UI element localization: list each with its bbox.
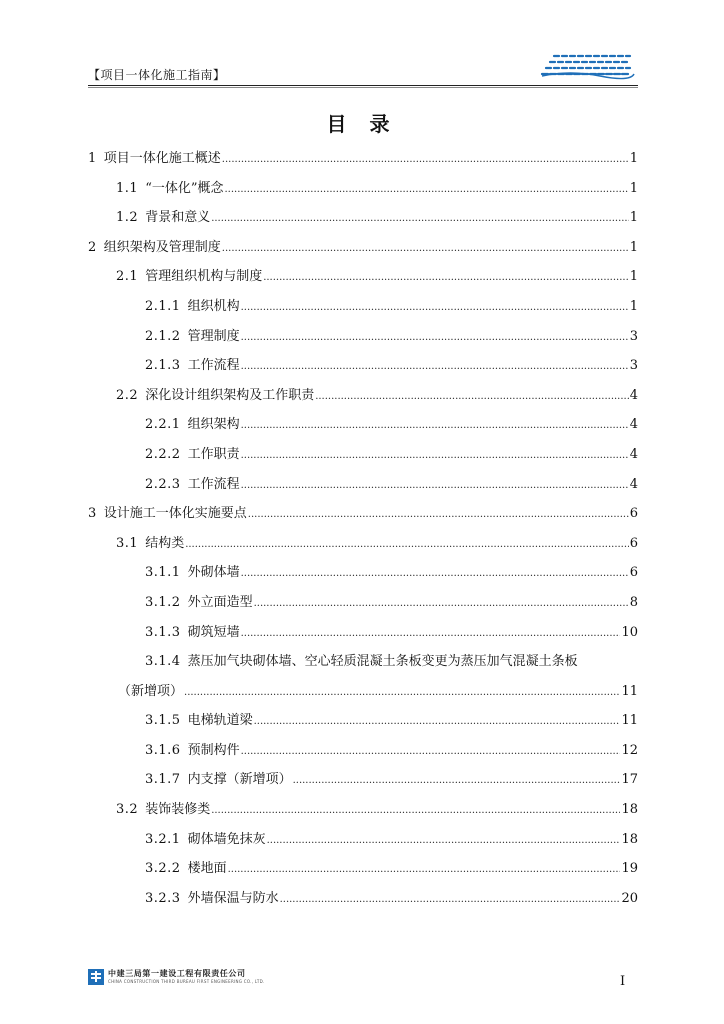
toc-entry[interactable] [88, 470, 638, 500]
toc-entry-page: 4 [629, 446, 638, 462]
toc-entry-leader-dots [280, 885, 621, 915]
toc-entry-title: 项目一体化施工概述 [103, 151, 221, 166]
toc-entry-title: 组织机构 [187, 298, 240, 314]
toc-entry[interactable] [88, 410, 638, 440]
toc-entry-page: 1 [629, 210, 638, 226]
toc-entry-title: 电梯轨道梁 [187, 713, 253, 729]
toc-entry-number: 2.2.1 [145, 417, 181, 433]
toc-entry-number: 3.1.2 [145, 594, 181, 610]
toc-entry-leader-dots [241, 441, 629, 471]
toc-entry[interactable] [88, 499, 638, 529]
toc-entry-leader-dots [241, 293, 629, 323]
toc-entry-title: 预制构件 [187, 742, 240, 758]
toc-entry-number: 1.1 [116, 180, 139, 196]
toc-entry-page: 11 [621, 683, 638, 699]
toc-entry-leader-dots [224, 175, 628, 205]
toc-title: 目 录 [326, 112, 398, 136]
toc-entry-leader-dots [211, 204, 629, 234]
toc-entry[interactable] [88, 322, 638, 352]
toc-entry-number: 3.1.7 [145, 772, 181, 788]
toc-entry-number: 3.1 [116, 535, 139, 551]
toc-entry-page: 1 [629, 180, 638, 196]
toc-entry-number: 1 [88, 151, 97, 166]
toc-entry-number: 2.1 [116, 269, 139, 285]
toc-entry-title: 砌筑短墙 [187, 624, 240, 640]
toc-entry[interactable] [88, 588, 638, 618]
toc-entry[interactable] [88, 529, 638, 559]
toc-entry-leader-dots [241, 471, 629, 501]
toc-entry-number: 2.1.1 [145, 298, 181, 314]
toc-entry-title: 装饰装修类 [145, 802, 211, 818]
header-title: 【项目一体化施工指南】 [88, 68, 226, 82]
header-rule [88, 85, 638, 86]
toc-entry[interactable] [88, 884, 638, 914]
toc-entry-title: “一体化”概念 [145, 180, 224, 196]
toc-entry-page: 8 [629, 594, 638, 610]
toc-entry-number: 3 [88, 506, 97, 522]
toc-entry-number: 3.1.4 [145, 654, 181, 670]
toc-entry[interactable] [88, 618, 638, 648]
toc-entry-title: 结构类 [145, 535, 185, 551]
toc-entry[interactable] [88, 854, 638, 884]
header-rule-secondary [88, 87, 638, 88]
toc-entry[interactable] [88, 203, 638, 233]
toc-entry[interactable] [88, 233, 638, 263]
toc-entry[interactable] [88, 381, 638, 411]
toc-entry-title: 楼地面 [187, 861, 227, 877]
toc-entry-leader-dots [241, 352, 629, 382]
toc-entry-title: 工作职责 [187, 446, 240, 462]
cscec-logo-icon [88, 969, 104, 985]
toc-entry[interactable] [88, 558, 638, 588]
footer-company-name: 中建三局第一建设工程有限责任公司 [108, 969, 246, 978]
toc-entry-number: 3.1.1 [145, 565, 181, 581]
company-wave-logo-icon [540, 52, 636, 80]
toc-entry-leader-dots [315, 382, 629, 412]
toc-entry-number: 2.1.3 [145, 358, 181, 374]
toc-entry[interactable] [88, 677, 638, 707]
toc-entry-page: 1 [629, 298, 638, 314]
toc-entry-page: 3 [629, 358, 638, 374]
toc-entry-title: 组织架构及管理制度 [103, 239, 221, 255]
toc-entry-number: 2 [88, 239, 97, 255]
toc-entry-leader-dots [241, 323, 629, 353]
toc-entry-title: 外立面造型 [187, 594, 253, 610]
toc-entry[interactable] [88, 765, 638, 795]
footer-company-name-en: CHINA CONSTRUCTION THIRD BUREAU FIRST ENGINEERING CO., LTD. [108, 979, 265, 984]
toc-entry-page: 10 [621, 624, 638, 640]
toc-entry[interactable] [88, 144, 638, 174]
toc-entry[interactable] [88, 795, 638, 825]
toc-entry-page: 1 [629, 151, 638, 166]
toc-entry[interactable] [88, 292, 638, 322]
toc-entry[interactable] [88, 706, 638, 736]
toc-entry-page: 4 [629, 417, 638, 433]
toc-entry-leader-dots [254, 589, 629, 619]
toc-entry-number: 1.2 [116, 210, 139, 226]
toc-entry-title: 砌体墙免抹灰 [187, 831, 266, 847]
toc-entry-number: 2.2 [116, 387, 139, 403]
toc-entry-leader-dots [222, 234, 629, 264]
toc-entry-leader-dots [248, 500, 629, 530]
toc-entry[interactable] [88, 825, 638, 855]
toc-entry-number: 2.1.2 [145, 328, 181, 344]
toc-entry-page: 20 [621, 890, 638, 906]
toc-entry-number: 3.2 [116, 802, 139, 818]
toc-entry-page: 1 [629, 239, 638, 255]
toc-entry-page: 6 [629, 506, 638, 522]
toc-entry[interactable] [88, 440, 638, 470]
toc-entry-title: 组织架构 [187, 417, 240, 433]
toc-entry-number: 3.1.3 [145, 624, 181, 640]
toc-entry-page: 11 [621, 713, 638, 729]
toc-entry-title: 内支撑（新增项） [187, 772, 292, 788]
toc-entry-number: 3.1.6 [145, 742, 181, 758]
toc-entry-title: 工作流程 [187, 358, 240, 374]
toc-entry-page: 3 [629, 328, 638, 344]
toc-entry-leader-dots [241, 411, 629, 441]
toc-entry-leader-dots [241, 559, 629, 589]
toc-entry[interactable] [88, 262, 638, 292]
toc-entry-title: 蒸压加气块砌体墙、空心轻质混凝土条板变更为蒸压加气混凝土条板 [187, 654, 578, 670]
toc-entry-leader-dots [241, 619, 621, 649]
table-of-contents [88, 144, 638, 913]
toc-entry-page: 19 [621, 861, 638, 877]
toc-entry-title: 深化设计组织架构及工作职责 [145, 387, 315, 403]
toc-entry-page: 1 [629, 269, 638, 285]
toc-entry-page: 18 [621, 831, 638, 847]
toc-entry-title: 背景和意义 [145, 210, 211, 226]
toc-entry-leader-dots [184, 678, 620, 708]
toc-entry-leader-dots [185, 530, 629, 560]
toc-entry-number: 3.2.1 [145, 831, 181, 847]
toc-entry[interactable] [88, 351, 638, 381]
toc-entry-page: 12 [621, 742, 638, 758]
toc-entry-title: 管理组织机构与制度 [145, 269, 263, 285]
toc-entry-leader-dots [267, 826, 621, 856]
toc-entry-title: 外砌体墙 [187, 565, 240, 581]
toc-entry[interactable] [88, 174, 638, 204]
toc-entry-number: 2.2.2 [145, 446, 181, 462]
toc-entry-title: 外墙保温与防水 [187, 890, 279, 906]
toc-entry-leader-dots [241, 737, 621, 767]
toc-entry-number: 2.2.3 [145, 476, 181, 492]
toc-entry-page: 6 [629, 565, 638, 581]
toc-entry-leader-dots [222, 145, 629, 175]
page-number: I [620, 974, 626, 989]
toc-entry-page: 4 [629, 476, 638, 492]
toc-entry-page: 6 [629, 535, 638, 551]
toc-entry-leader-dots [228, 855, 621, 885]
toc-entry-leader-dots [293, 766, 621, 796]
toc-entry-title: （新增项） [118, 683, 184, 699]
toc-entry-number: 3.2.2 [145, 861, 181, 877]
toc-entry-title: 设计施工一体化实施要点 [103, 506, 247, 522]
toc-entry-number: 3.1.5 [145, 713, 181, 729]
toc-entry-title: 管理制度 [187, 328, 240, 344]
toc-entry-page: 17 [621, 772, 638, 788]
toc-entry-title: 工作流程 [187, 476, 240, 492]
toc-entry-page: 18 [621, 802, 638, 818]
toc-entry-leader-dots [254, 707, 621, 737]
toc-entry[interactable] [88, 647, 638, 677]
toc-entry-number: 3.2.3 [145, 890, 181, 906]
toc-entry-page: 4 [629, 387, 638, 403]
toc-entry-leader-dots [211, 796, 620, 826]
toc-entry[interactable] [88, 736, 638, 766]
toc-entry-leader-dots [263, 263, 629, 293]
